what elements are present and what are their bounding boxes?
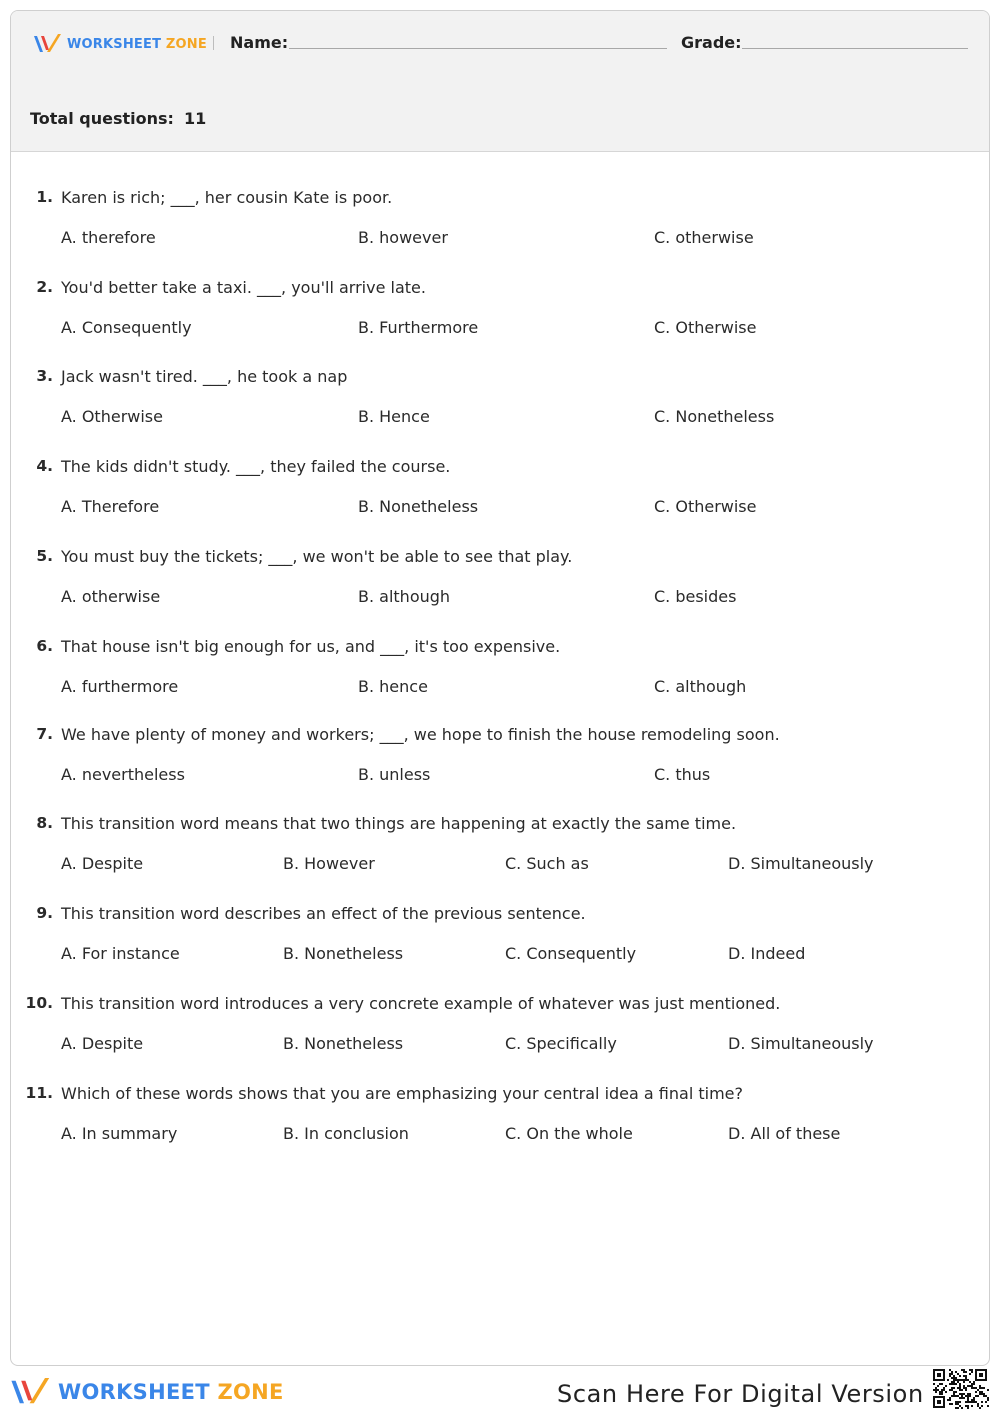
question-text-row	[11, 367, 971, 389]
question-text-row	[11, 994, 971, 1016]
answer-option[interactable]: A. Consequently	[61, 318, 192, 337]
answer-option[interactable]: B. hence	[358, 677, 428, 696]
total-questions-count: 11	[183, 109, 207, 128]
answer-option[interactable]: A. In summary	[61, 1124, 178, 1143]
answer-option[interactable]: A. For instance	[61, 944, 180, 963]
grade-label: Grade:	[681, 33, 742, 52]
answer-option[interactable]: B. however	[358, 228, 448, 247]
answer-option[interactable]: B. Furthermore	[358, 318, 479, 337]
worksheet-zone-logo-icon	[10, 1376, 52, 1408]
question-text-row	[11, 904, 971, 926]
answer-option[interactable]: C. otherwise	[654, 228, 754, 247]
brand-wordmark	[67, 37, 207, 52]
question-text-row	[11, 1084, 971, 1106]
question-number: 1.	[36, 188, 53, 206]
worksheet-zone-logo-icon	[33, 33, 63, 55]
answer-option[interactable]: D. Simultaneously	[728, 854, 874, 873]
worksheet-page	[10, 10, 990, 1366]
footer-brand	[10, 1376, 284, 1408]
name-label: Name:	[230, 33, 289, 52]
answer-option[interactable]: C. Otherwise	[654, 497, 757, 516]
question-text-row	[11, 637, 971, 659]
answer-option[interactable]: A. furthermore	[61, 677, 179, 696]
worksheet-header	[11, 11, 989, 152]
question-text: This transition word means that two things are happening at exactly the same time.	[61, 814, 737, 833]
total-questions	[30, 109, 206, 128]
question-text: Jack wasn't tired. ___, he took a nap	[61, 367, 348, 386]
question-text: You must buy the tickets; ___, we won't be able to see that play.	[61, 547, 573, 566]
question-text: This transition word introduces a very concrete example of whatever was just mentioned.	[61, 994, 781, 1013]
question-text-row	[11, 725, 971, 747]
answer-option[interactable]: C. On the whole	[505, 1124, 633, 1143]
answer-option[interactable]: C. Specifically	[505, 1034, 617, 1053]
answer-option[interactable]: C. besides	[654, 587, 737, 606]
answer-option[interactable]: C. Consequently	[505, 944, 637, 963]
answer-option[interactable]: B. However	[283, 854, 375, 873]
question-text-row	[11, 188, 971, 210]
answer-option[interactable]: A. otherwise	[61, 587, 161, 606]
question-text-row	[11, 457, 971, 479]
footer-wordmark	[58, 1380, 284, 1404]
question-text: Which of these words shows that you are emphasizing your central idea a final time?	[61, 1084, 743, 1103]
answer-option[interactable]: A. Despite	[61, 854, 144, 873]
total-questions-label: Total questions:	[30, 109, 174, 128]
answer-option[interactable]: C. thus	[654, 765, 711, 784]
footer-wordmark-part2: ZONE	[217, 1380, 284, 1404]
qr-code-icon[interactable]	[930, 1366, 990, 1410]
question-text-row	[11, 814, 971, 836]
answer-option[interactable]: D. Indeed	[728, 944, 806, 963]
question-number: 6.	[36, 637, 53, 655]
question-number: 9.	[36, 904, 53, 922]
question-number: 2.	[36, 278, 53, 296]
question-number: 11.	[25, 1084, 53, 1102]
question-number: 8.	[36, 814, 53, 832]
question-text: The kids didn't study. ___, they failed the course.	[61, 457, 451, 476]
header-divider	[213, 36, 214, 50]
question-number: 10.	[25, 994, 53, 1012]
answer-option[interactable]: D. Simultaneously	[728, 1034, 874, 1053]
footer-wordmark-part1: WORKSHEET	[58, 1380, 210, 1404]
brand-wordmark-part1: WORKSHEET	[67, 36, 162, 52]
answer-option[interactable]: C. Such as	[505, 854, 589, 873]
question-number: 7.	[36, 725, 53, 743]
answer-option[interactable]: A. nevertheless	[61, 765, 185, 784]
header-brand	[33, 33, 207, 55]
answer-option[interactable]: A. Therefore	[61, 497, 160, 516]
question-text: This transition word describes an effect of the previous sentence.	[61, 904, 586, 923]
answer-option[interactable]: B. Nonetheless	[283, 944, 404, 963]
answer-option[interactable]: B. Nonetheless	[283, 1034, 404, 1053]
question-text: You'd better take a taxi. ___, you'll arrive late.	[61, 278, 426, 297]
question-text: We have plenty of money and workers; ___, we hope to finish the house remodeling soon.	[61, 725, 780, 744]
answer-option[interactable]: C. Nonetheless	[654, 407, 775, 426]
answer-option[interactable]: D. All of these	[728, 1124, 841, 1143]
answer-option[interactable]: A. Otherwise	[61, 407, 163, 426]
grade-field[interactable]	[742, 48, 968, 49]
scan-text: Scan Here For Digital Version	[557, 1380, 924, 1408]
answer-option[interactable]: B. Hence	[358, 407, 430, 426]
answer-option[interactable]: C. although	[654, 677, 747, 696]
answer-option[interactable]: C. Otherwise	[654, 318, 757, 337]
question-text: Karen is rich; ___, her cousin Kate is poor.	[61, 188, 393, 207]
brand-wordmark-part2: ZONE	[165, 36, 207, 52]
answer-option[interactable]: B. although	[358, 587, 451, 606]
answer-option[interactable]: B. Nonetheless	[358, 497, 479, 516]
page-footer	[0, 1366, 1000, 1414]
question-text-row	[11, 547, 971, 569]
question-text: That house isn't big enough for us, and ___, it's too expensive.	[61, 637, 561, 656]
answer-option[interactable]: B. In conclusion	[283, 1124, 409, 1143]
answer-option[interactable]: A. Despite	[61, 1034, 144, 1053]
question-number: 3.	[36, 367, 53, 385]
question-text-row	[11, 278, 971, 300]
answer-option[interactable]: A. therefore	[61, 228, 156, 247]
answer-option[interactable]: B. unless	[358, 765, 431, 784]
question-number: 4.	[36, 457, 53, 475]
question-number: 5.	[36, 547, 53, 565]
name-field[interactable]	[289, 48, 667, 49]
